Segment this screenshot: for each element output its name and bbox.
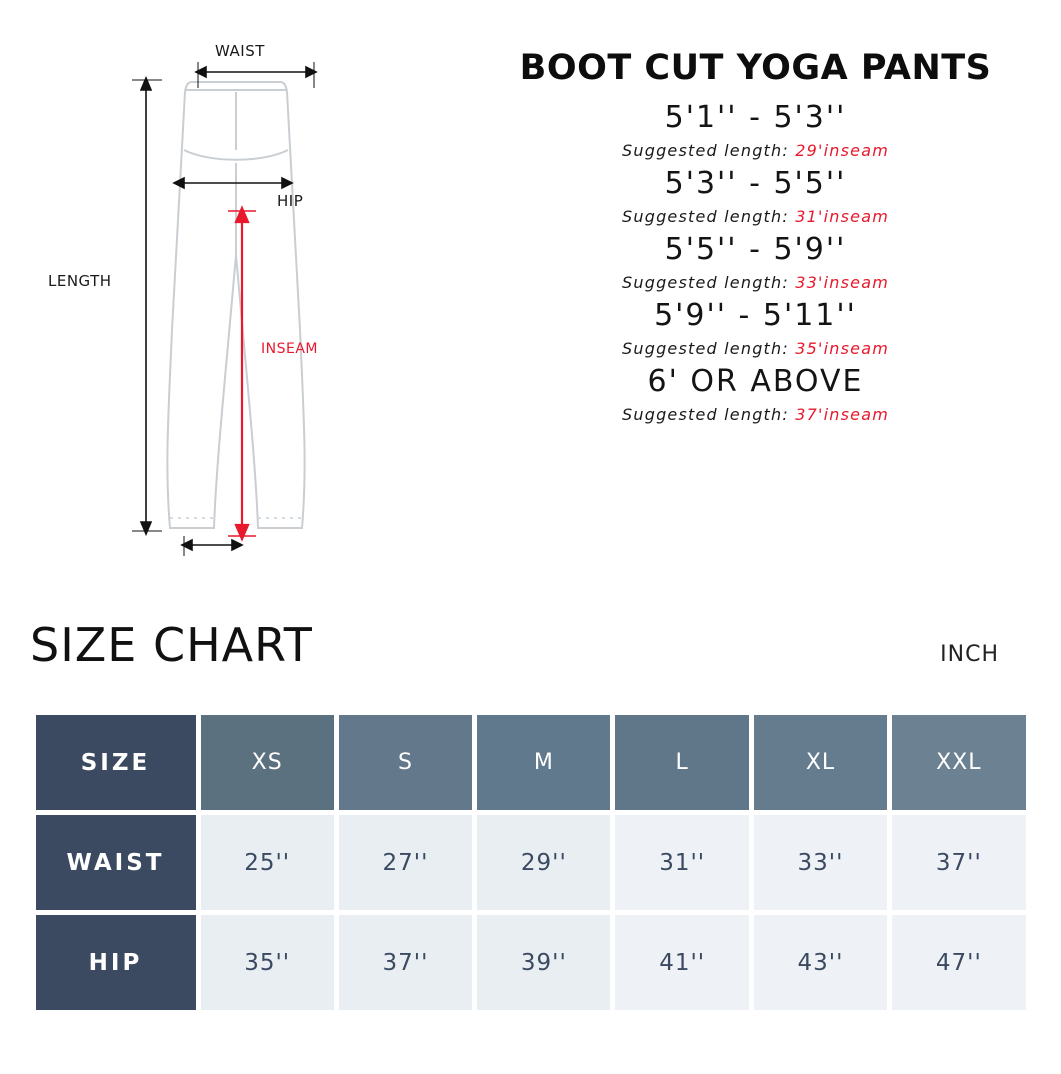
- waist-xxl: 37'': [892, 815, 1025, 910]
- suggested-length-value-4: 35'inseam: [795, 339, 889, 358]
- hip-m: 39'': [477, 915, 610, 1010]
- hip-s: 37'': [339, 915, 472, 1010]
- size-chart-table: [31, 710, 1031, 1015]
- table-row-label-hip: HIP: [36, 915, 196, 1010]
- table-col-header-xxl: XXL: [892, 715, 1025, 810]
- suggested-length-value-3: 33'inseam: [795, 273, 889, 292]
- suggested-length-5: [450, 405, 1061, 424]
- waist-label: WAIST: [215, 42, 265, 60]
- size-chart-unit: INCH: [940, 642, 999, 667]
- hip-xl: 43'': [754, 915, 887, 1010]
- height-range-2: 5'3'' - 5'5'': [664, 166, 847, 201]
- hip-xs: 35'': [201, 915, 334, 1010]
- size-chart-header: [0, 600, 1061, 710]
- inseam-label: INSEAM: [261, 341, 318, 357]
- suggested-length-4: [450, 339, 1061, 358]
- table-row: [36, 915, 1026, 1010]
- height-range-5: 6' OR ABOVE: [647, 364, 864, 399]
- height-guide-panel: [450, 0, 1061, 600]
- table-col-header-m: M: [477, 715, 610, 810]
- hip-l: 41'': [615, 915, 748, 1010]
- suggested-length-2: [450, 207, 1061, 226]
- suggested-length-label-5: Suggested length:: [622, 405, 789, 424]
- hip-label: HIP: [277, 192, 304, 210]
- length-label: LENGTH: [48, 272, 112, 290]
- table-corner-size-label: SIZE: [36, 715, 196, 810]
- suggested-length-1: [450, 141, 1061, 160]
- table-row-header: [36, 715, 1026, 810]
- suggested-length-label-2: Suggested length:: [622, 207, 789, 226]
- suggested-length-value-2: 31'inseam: [795, 207, 889, 226]
- table-row: [36, 815, 1026, 910]
- hip-xxl: 47'': [892, 915, 1025, 1010]
- waist-xs: 25'': [201, 815, 334, 910]
- table-col-header-s: S: [339, 715, 472, 810]
- page-title: BOOT CUT YOGA PANTS: [519, 48, 992, 88]
- waist-s: 27'': [339, 815, 472, 910]
- height-range-1: 5'1'' - 5'3'': [664, 100, 847, 135]
- waist-m: 29'': [477, 815, 610, 910]
- waist-l: 31'': [615, 815, 748, 910]
- suggested-length-label-1: Suggested length:: [622, 141, 789, 160]
- table-col-header-xs: XS: [201, 715, 334, 810]
- suggested-length-value-1: 29'inseam: [795, 141, 889, 160]
- suggested-length-label-3: Suggested length:: [622, 273, 789, 292]
- suggested-length-3: [450, 273, 1061, 292]
- pants-diagram-svg: [0, 0, 450, 600]
- size-chart-title: SIZE CHART: [30, 618, 313, 672]
- height-range-3: 5'5'' - 5'9'': [664, 232, 847, 267]
- table-row-label-waist: WAIST: [36, 815, 196, 910]
- waist-xl: 33'': [754, 815, 887, 910]
- table-col-header-l: L: [615, 715, 748, 810]
- suggested-length-value-5: 37'inseam: [795, 405, 889, 424]
- suggested-length-label-4: Suggested length:: [622, 339, 789, 358]
- table-col-header-xl: XL: [754, 715, 887, 810]
- height-range-4: 5'9'' - 5'11'': [654, 298, 857, 333]
- pants-measurement-diagram: [0, 0, 450, 600]
